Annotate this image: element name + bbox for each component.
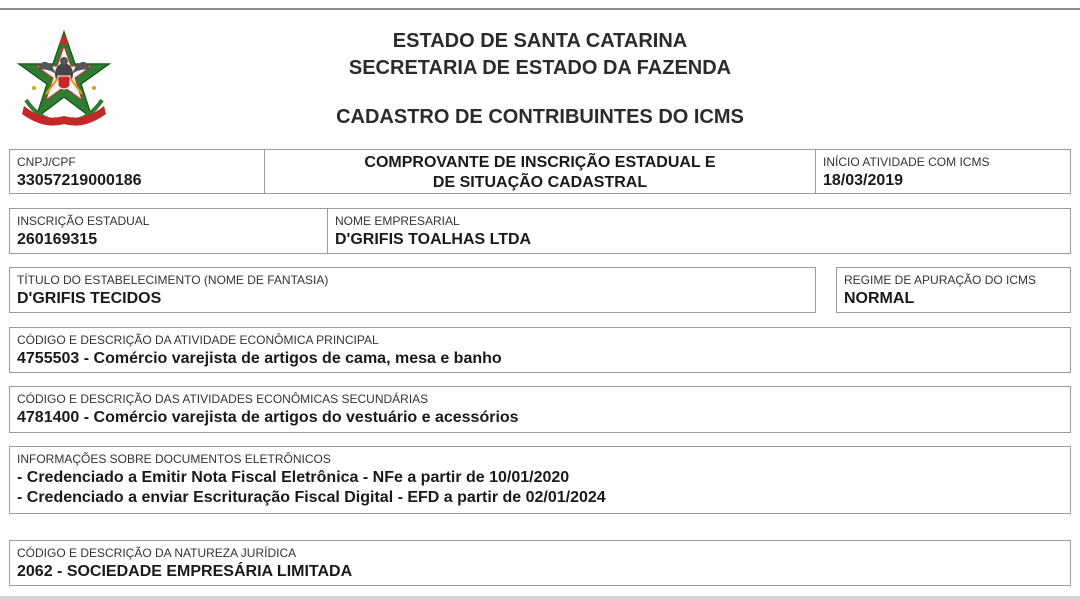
main-activity-value: 4755503 - Comércio varejista de artigos de cama, mesa e banho: [17, 350, 502, 367]
state-registration-label: INSCRIÇÃO ESTADUAL: [17, 214, 150, 228]
electronic-docs-label: INFORMAÇÕES SOBRE DOCUMENTOS ELETRÔNICOS: [17, 452, 331, 466]
top-divider: [0, 8, 1080, 10]
state-name-heading: ESTADO DE SANTA CATARINA: [392, 30, 688, 52]
activity-start-field: [815, 149, 1071, 194]
electronic-docs-field: [9, 446, 1071, 514]
main-activity-label: CÓDIGO E DESCRIÇÃO DA ATIVIDADE ECONÔMICA PRINCIPAL: [17, 333, 379, 347]
registry-heading: CADASTRO DE CONTRIBUINTES DO ICMS: [336, 106, 744, 128]
electronic-docs-line-1: - Credenciado a Emitir Nota Fiscal Eletrônica - NFe a partir de 10/01/2020: [17, 469, 570, 486]
tax-regime-value: NORMAL: [844, 290, 915, 307]
legal-nature-field: [9, 540, 1071, 586]
business-name-field: [327, 208, 1071, 254]
legal-nature-label: CÓDIGO E DESCRIÇÃO DA NATUREZA JURÍDICA: [17, 546, 297, 560]
trade-name-label: TÍTULO DO ESTABELECIMENTO (NOME DE FANTASIA): [17, 273, 329, 287]
secondary-activities-field: [9, 386, 1071, 433]
business-name-value: D'GRIFIS TOALHAS LTDA: [335, 231, 532, 248]
certificate-title-line-1: COMPROVANTE DE INSCRIÇÃO ESTADUAL E: [364, 154, 716, 171]
tax-regime-label: REGIME DE APURAÇÃO DO ICMS: [844, 273, 1037, 287]
activity-start-label: INÍCIO ATIVIDADE COM ICMS: [823, 155, 990, 169]
activity-start-value: 18/03/2019: [823, 172, 904, 189]
legal-nature-value: 2062 - SOCIEDADE EMPRESÁRIA LIMITADA: [17, 563, 353, 580]
cnpj-label: CNPJ/CPF: [17, 155, 76, 169]
secondary-activities-value: 4781400 - Comércio varejista de artigos do vestuário e acessórios: [17, 409, 519, 426]
certificate-title-box: [264, 149, 816, 194]
state-registration-field: [9, 208, 328, 254]
electronic-docs-line-2: - Credenciado a enviar Escrituração Fiscal Digital - EFD a partir de 02/01/2024: [17, 489, 606, 506]
trade-name-field: [9, 267, 816, 313]
main-activity-field: [9, 327, 1071, 373]
state-registration-value: 260169315: [17, 231, 98, 248]
trade-name-value: D'GRIFIS TECIDOS: [17, 290, 162, 307]
secretariat-heading: SECRETARIA DE ESTADO DA FAZENDA: [348, 57, 732, 79]
cnpj-field: [9, 149, 265, 194]
business-name-label: NOME EMPRESARIAL: [335, 214, 460, 228]
cnpj-value: 33057219000186: [17, 172, 142, 189]
certificate-title-line-2: DE SITUAÇÃO CADASTRAL: [432, 174, 648, 191]
secondary-activities-label: CÓDIGO E DESCRIÇÃO DAS ATIVIDADES ECONÔMICAS SECUNDÁRIAS: [17, 392, 429, 406]
certificate-title: [265, 153, 815, 193]
tax-regime-field: [836, 267, 1071, 313]
